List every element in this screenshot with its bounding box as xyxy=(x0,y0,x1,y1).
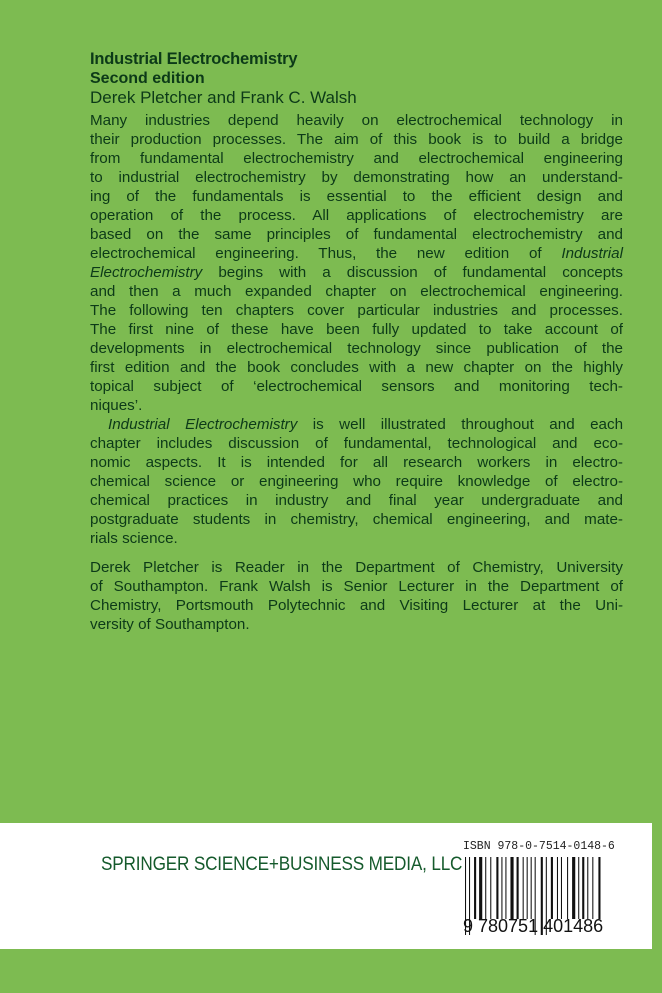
text-line: from fundamental electrochemistry and electrochemical engineering xyxy=(90,150,623,167)
text-line: ing of the fundamentals is essential to the efficient design and xyxy=(90,188,623,205)
barcode-number: 9 780751 401486 xyxy=(463,916,604,936)
barcode-bar xyxy=(567,857,568,919)
text-line: their production processes. The aim of this book is to build a bridge xyxy=(90,131,623,148)
description xyxy=(90,111,623,634)
barcode-bar xyxy=(561,857,562,919)
text-line: first edition and the book concludes with a new chapter on the highly xyxy=(90,359,623,376)
text-line xyxy=(90,415,623,434)
isbn: ISBN 978-0-7514-0148-6 xyxy=(463,840,615,853)
barcode-bar xyxy=(523,857,524,919)
title-block xyxy=(90,50,357,108)
barcode-bar xyxy=(531,857,532,919)
paragraph-2 xyxy=(90,415,623,548)
barcode-bar xyxy=(485,857,486,919)
text-line: chemical practices in industry and final year undergraduate and xyxy=(90,492,623,509)
publisher-name: SPRINGER SCIENCE+BUSINESS MEDIA, LLC xyxy=(101,853,463,875)
text-line: Many industries depend heavily on electrochemical technology in xyxy=(90,112,623,129)
text-line: to industrial electrochemistry by demonstrating how an understand- xyxy=(90,169,623,186)
text-line: of Southampton. Frank Walsh is Senior Lecturer in the Department of xyxy=(90,578,623,595)
text-line xyxy=(90,263,623,282)
barcode-bar xyxy=(527,857,528,919)
barcode-bar xyxy=(587,857,588,919)
text-line: postgraduate students in chemistry, chemical engineering, and mate- xyxy=(90,511,623,528)
barcode-bar xyxy=(501,857,502,919)
italic-text: Electrochemistry xyxy=(90,264,203,281)
barcode-bar xyxy=(479,857,482,919)
barcode-bar xyxy=(490,857,491,919)
barcode-bar xyxy=(572,857,575,919)
text-line: niques’. xyxy=(90,397,143,414)
text-line: based on the same principles of fundamental electrochemistry and xyxy=(90,226,623,243)
edition: Second edition xyxy=(90,70,205,87)
text-line: chemical science or engineering who require knowledge of electro- xyxy=(90,473,623,490)
barcode-bar xyxy=(505,857,506,919)
barcode-bar xyxy=(474,857,476,919)
barcode-bar xyxy=(510,857,513,919)
text-line: versity of Southampton. xyxy=(90,616,250,633)
barcode-bar xyxy=(592,857,593,919)
text-line: developments in electrochemical technology since publication of the xyxy=(90,340,623,357)
text-line: chapter includes discussion of fundamental, technological and eco- xyxy=(90,435,623,452)
text-line: Chemistry, Portsmouth Polytechnic and Visiting Lecturer at the Uni- xyxy=(90,597,623,614)
text-line: operation of the process. All applications of electrochemistry are xyxy=(90,207,623,224)
barcode-bar xyxy=(557,857,558,919)
barcode-bar xyxy=(496,857,498,919)
barcode-bar xyxy=(578,857,579,919)
italic-text: Industrial xyxy=(561,245,623,262)
publisher-band xyxy=(0,823,652,949)
italic-text: Industrial Electrochemistry xyxy=(108,416,298,433)
barcode-bar xyxy=(551,857,553,919)
paragraph-1 xyxy=(90,111,623,415)
paragraph-3 xyxy=(90,558,623,634)
barcode-bar xyxy=(517,857,519,919)
text: electrochemical engineering. Thus, the new edition of xyxy=(90,245,542,262)
text-line: The following ten chapters cover particular industries and processes. xyxy=(90,302,623,319)
text-line: nomic aspects. It is intended for all research workers in electro- xyxy=(90,454,623,471)
text: begins with a discussion of fundamental concepts xyxy=(218,264,623,281)
text-line: and then a much expanded chapter on electrochemical engineering. xyxy=(90,283,623,300)
authors: Derek Pletcher and Frank C. Walsh xyxy=(90,88,357,107)
text-line: Derek Pletcher is Reader in the Department of Chemistry, University xyxy=(90,559,623,576)
book-title: Industrial Electrochemistry xyxy=(90,50,298,68)
text-line: The first nine of these have been fully updated to take account of xyxy=(90,321,623,338)
text-line: topical subject of ‘electrochemical sensors and monitoring tech- xyxy=(90,378,623,395)
text: is well illustrated throughout and each xyxy=(297,416,624,433)
text-line: rials science. xyxy=(90,530,178,547)
text-line xyxy=(90,244,623,263)
barcode-bar xyxy=(598,857,600,919)
barcode-bar xyxy=(582,857,584,919)
